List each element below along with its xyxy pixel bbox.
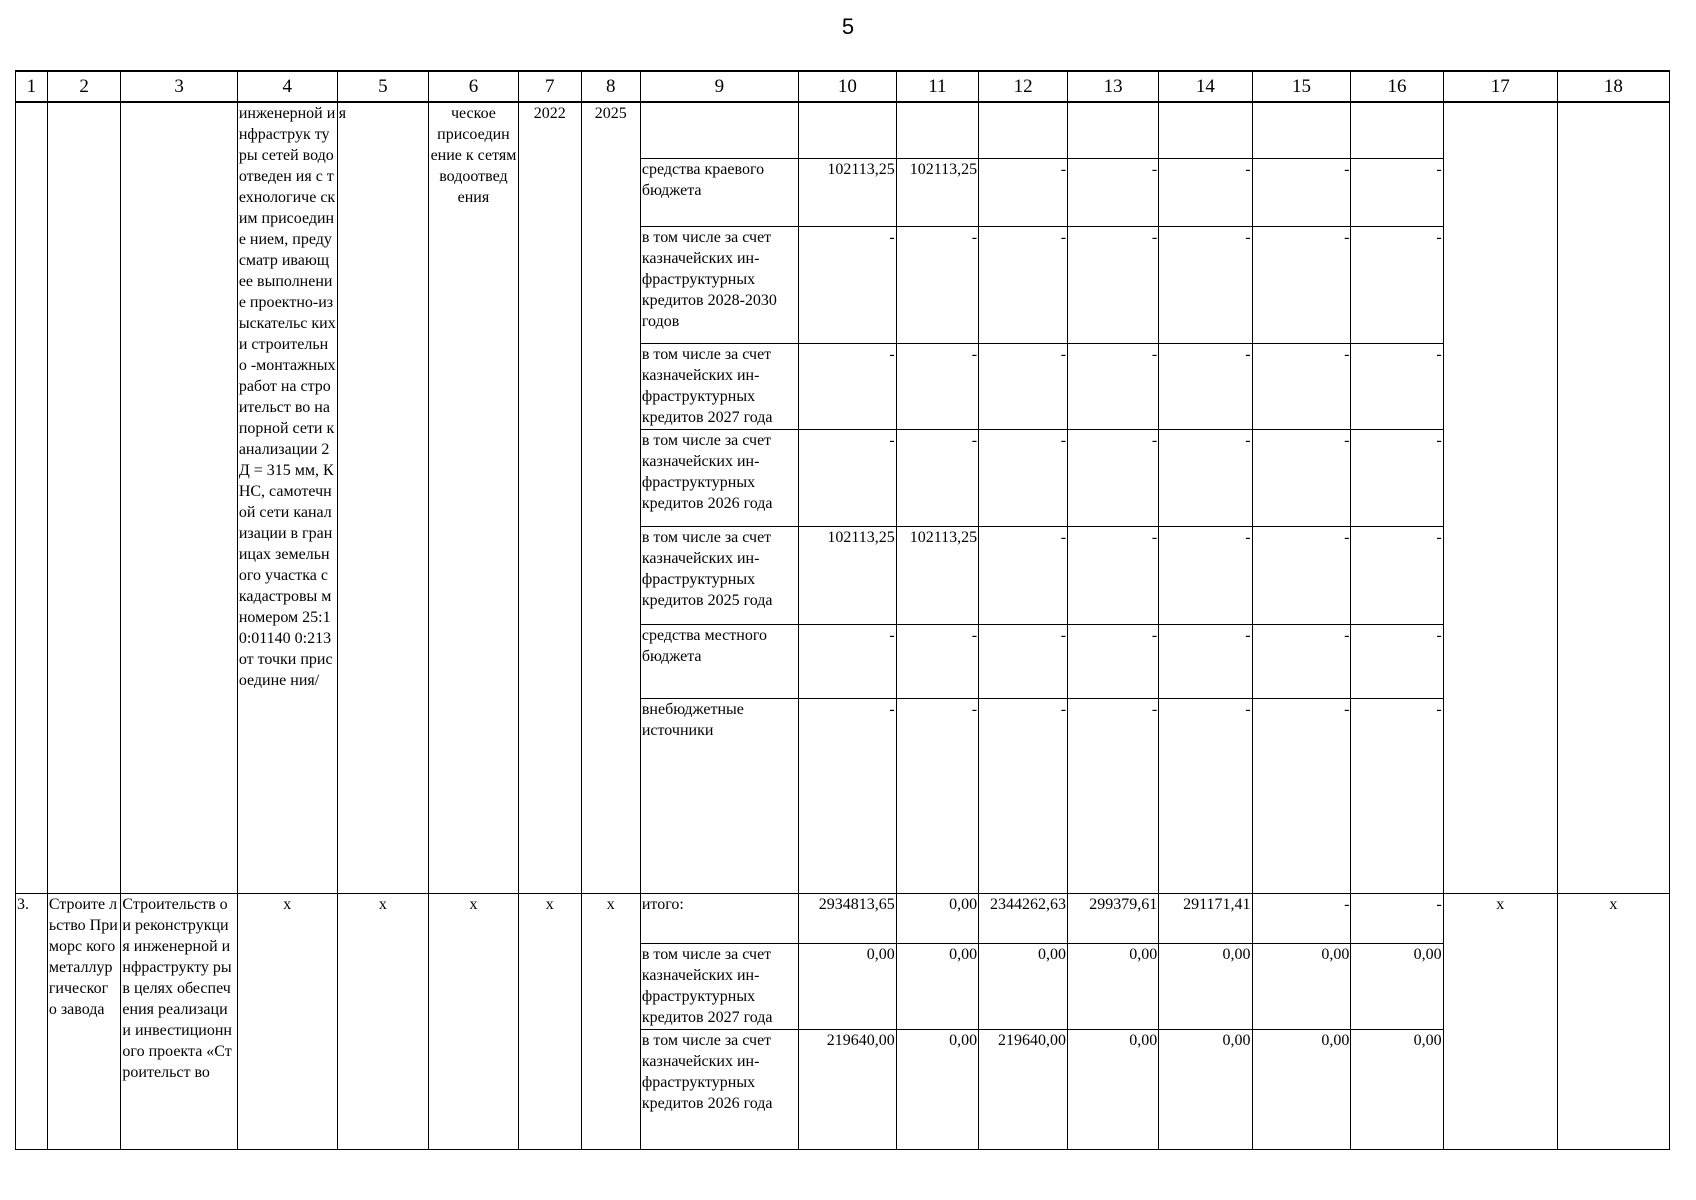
source-label: в том числе за счет казначейских ин-фраструктурных кредитов 2028-2030 годов bbox=[640, 226, 798, 343]
value-col13: - bbox=[1068, 343, 1159, 429]
value-col14: - bbox=[1159, 698, 1252, 893]
value-col11: 0,00 bbox=[896, 943, 978, 1029]
value-col16: 0,00 bbox=[1351, 1029, 1443, 1149]
value-col16: - bbox=[1351, 429, 1443, 526]
column-number-18: 18 bbox=[1557, 71, 1669, 102]
value-col13: 0,00 bbox=[1068, 1029, 1159, 1149]
cell-col3 bbox=[121, 102, 237, 893]
cell-col17: х bbox=[1443, 893, 1557, 1149]
value-col16: - bbox=[1351, 158, 1443, 226]
project-name-cell: Строите льство Приморс кого металлур гическог о завода bbox=[47, 893, 121, 1149]
column-number-17: 17 bbox=[1443, 71, 1557, 102]
value-col16: - bbox=[1351, 624, 1443, 698]
value-col10: - bbox=[799, 226, 897, 343]
value-col13: 299379,61 bbox=[1068, 893, 1159, 943]
source-label: в том числе за счет казначейских ин-фраструктурных кредитов 2026 года bbox=[640, 429, 798, 526]
value-col11: 0,00 bbox=[896, 893, 978, 943]
value-col13 bbox=[1068, 102, 1159, 158]
value-col11 bbox=[896, 102, 978, 158]
value-col15: 0,00 bbox=[1252, 943, 1351, 1029]
value-col16: 0,00 bbox=[1351, 943, 1443, 1029]
value-col16: - bbox=[1351, 893, 1443, 943]
value-col13: - bbox=[1068, 624, 1159, 698]
page-number: 5 bbox=[841, 14, 855, 39]
cell-col1 bbox=[16, 102, 48, 893]
value-col16: - bbox=[1351, 698, 1443, 893]
value-col11: - bbox=[896, 624, 978, 698]
value-col15: - bbox=[1252, 698, 1351, 893]
value-col15: - bbox=[1252, 526, 1351, 624]
result-description-cell: ческое присоедин ение к сетям водоотвед ения bbox=[428, 102, 518, 893]
value-col12 bbox=[979, 102, 1068, 158]
value-col11: 102113,25 bbox=[896, 526, 978, 624]
source-label: внебюджетные источники bbox=[640, 698, 798, 893]
value-col10 bbox=[799, 102, 897, 158]
value-col10: - bbox=[799, 343, 897, 429]
value-col12: - bbox=[979, 526, 1068, 624]
value-col16: - bbox=[1351, 226, 1443, 343]
value-col12: 219640,00 bbox=[979, 1029, 1068, 1149]
value-col11: - bbox=[896, 698, 978, 893]
value-col12: 2344262,63 bbox=[979, 893, 1068, 943]
value-col12: - bbox=[979, 158, 1068, 226]
start-year-cell: 2022 bbox=[518, 102, 581, 893]
value-col13: - bbox=[1068, 429, 1159, 526]
source-label: средства местного бюджета bbox=[640, 624, 798, 698]
value-col12: - bbox=[979, 429, 1068, 526]
cell-col18 bbox=[1557, 102, 1669, 893]
source-label: средства краевого бюджета bbox=[640, 158, 798, 226]
value-col14: - bbox=[1159, 429, 1252, 526]
end-year-cell: 2025 bbox=[581, 102, 640, 893]
value-col15 bbox=[1252, 102, 1351, 158]
table-row bbox=[16, 893, 1670, 943]
value-col10: - bbox=[799, 624, 897, 698]
value-col10: - bbox=[799, 429, 897, 526]
source-label: в том числе за счет казначейских ин-фраструктурных кредитов 2026 года bbox=[640, 1029, 798, 1149]
source-label: в том числе за счет казначейских ин-фраструктурных кредитов 2025 года bbox=[640, 526, 798, 624]
value-col14: - bbox=[1159, 226, 1252, 343]
value-col14: 0,00 bbox=[1159, 1029, 1252, 1149]
cell-col8: х bbox=[581, 893, 640, 1149]
value-col10: 2934813,65 bbox=[799, 893, 897, 943]
column-number-13: 13 bbox=[1068, 71, 1159, 102]
value-col11: - bbox=[896, 343, 978, 429]
value-col14: 291171,41 bbox=[1159, 893, 1252, 943]
value-col12: 0,00 bbox=[979, 943, 1068, 1029]
column-number-5: 5 bbox=[337, 71, 428, 102]
cell-col7: х bbox=[518, 893, 581, 1149]
cell-col5: я bbox=[337, 102, 428, 893]
column-number-7: 7 bbox=[518, 71, 581, 102]
value-col12: - bbox=[979, 698, 1068, 893]
source-label: итого: bbox=[640, 893, 798, 943]
source-label: в том числе за счет казначейских ин-фраструктурных кредитов 2027 года bbox=[640, 943, 798, 1029]
value-col15: - bbox=[1252, 429, 1351, 526]
value-col11: - bbox=[896, 429, 978, 526]
value-col16: - bbox=[1351, 526, 1443, 624]
value-col10: - bbox=[799, 698, 897, 893]
column-number-12: 12 bbox=[979, 71, 1068, 102]
column-number-15: 15 bbox=[1252, 71, 1351, 102]
item-number-cell: 3. bbox=[16, 893, 48, 1149]
column-number-4: 4 bbox=[237, 71, 337, 102]
value-col14: 0,00 bbox=[1159, 943, 1252, 1029]
value-col15: - bbox=[1252, 226, 1351, 343]
column-number-header-row bbox=[16, 71, 1670, 102]
value-col10: 219640,00 bbox=[799, 1029, 897, 1149]
value-col15: - bbox=[1252, 158, 1351, 226]
source-label: в том числе за счет казначейских ин-фраструктурных кредитов 2027 года bbox=[640, 343, 798, 429]
value-col14 bbox=[1159, 102, 1252, 158]
value-col10: 0,00 bbox=[799, 943, 897, 1029]
value-col13: - bbox=[1068, 526, 1159, 624]
value-col12: - bbox=[979, 343, 1068, 429]
column-number-3: 3 bbox=[121, 71, 237, 102]
value-col15: - bbox=[1252, 893, 1351, 943]
value-col15: - bbox=[1252, 624, 1351, 698]
value-col14: - bbox=[1159, 158, 1252, 226]
cell-col6: х bbox=[428, 893, 518, 1149]
value-col14: - bbox=[1159, 624, 1252, 698]
value-col12: - bbox=[979, 624, 1068, 698]
value-col12: - bbox=[979, 226, 1068, 343]
column-number-14: 14 bbox=[1159, 71, 1252, 102]
column-number-10: 10 bbox=[799, 71, 897, 102]
column-number-1: 1 bbox=[16, 71, 48, 102]
column-number-11: 11 bbox=[896, 71, 978, 102]
value-col13: - bbox=[1068, 226, 1159, 343]
value-col10: 102113,25 bbox=[799, 526, 897, 624]
value-col14: - bbox=[1159, 343, 1252, 429]
value-col16 bbox=[1351, 102, 1443, 158]
value-col11: - bbox=[896, 226, 978, 343]
cell-col17 bbox=[1443, 102, 1557, 893]
value-col13: 0,00 bbox=[1068, 943, 1159, 1029]
column-number-8: 8 bbox=[581, 71, 640, 102]
value-col11: 102113,25 bbox=[896, 158, 978, 226]
source-label bbox=[640, 102, 798, 158]
value-col11: 0,00 bbox=[896, 1029, 978, 1149]
table-row bbox=[16, 102, 1670, 158]
cell-col2 bbox=[47, 102, 121, 893]
value-col15: - bbox=[1252, 343, 1351, 429]
column-number-2: 2 bbox=[47, 71, 121, 102]
column-number-16: 16 bbox=[1351, 71, 1443, 102]
object-name-cell: Строительств о и реконструкци я инженерной инфраструкту ры в целях обеспечения реализации инвестиционн ого проекта «Строительст во bbox=[121, 893, 237, 1149]
column-number-9: 9 bbox=[640, 71, 798, 102]
financing-table bbox=[15, 70, 1670, 1150]
value-col13: - bbox=[1068, 158, 1159, 226]
object-description-cell: инженерной инфраструк туры сетей водоотведен ия с технологиче ским присоедине нием, предусматр ивающее выполнение проектно-изыскательс ких и строительно -монтажных работ на строительст во напорной сети канализации 2Д = 315 мм, КНС, самотечной сети канализации в границах земельного участка с кадастровы м номером 25:10:01140 0:213 от точки присоедине ния/ bbox=[237, 102, 337, 893]
value-col15: 0,00 bbox=[1252, 1029, 1351, 1149]
cell-col18: х bbox=[1557, 893, 1669, 1149]
cell-col5: х bbox=[337, 893, 428, 1149]
value-col14: - bbox=[1159, 526, 1252, 624]
value-col16: - bbox=[1351, 343, 1443, 429]
cell-col4: х bbox=[237, 893, 337, 1149]
column-number-6: 6 bbox=[428, 71, 518, 102]
value-col13: - bbox=[1068, 698, 1159, 893]
value-col10: 102113,25 bbox=[799, 158, 897, 226]
